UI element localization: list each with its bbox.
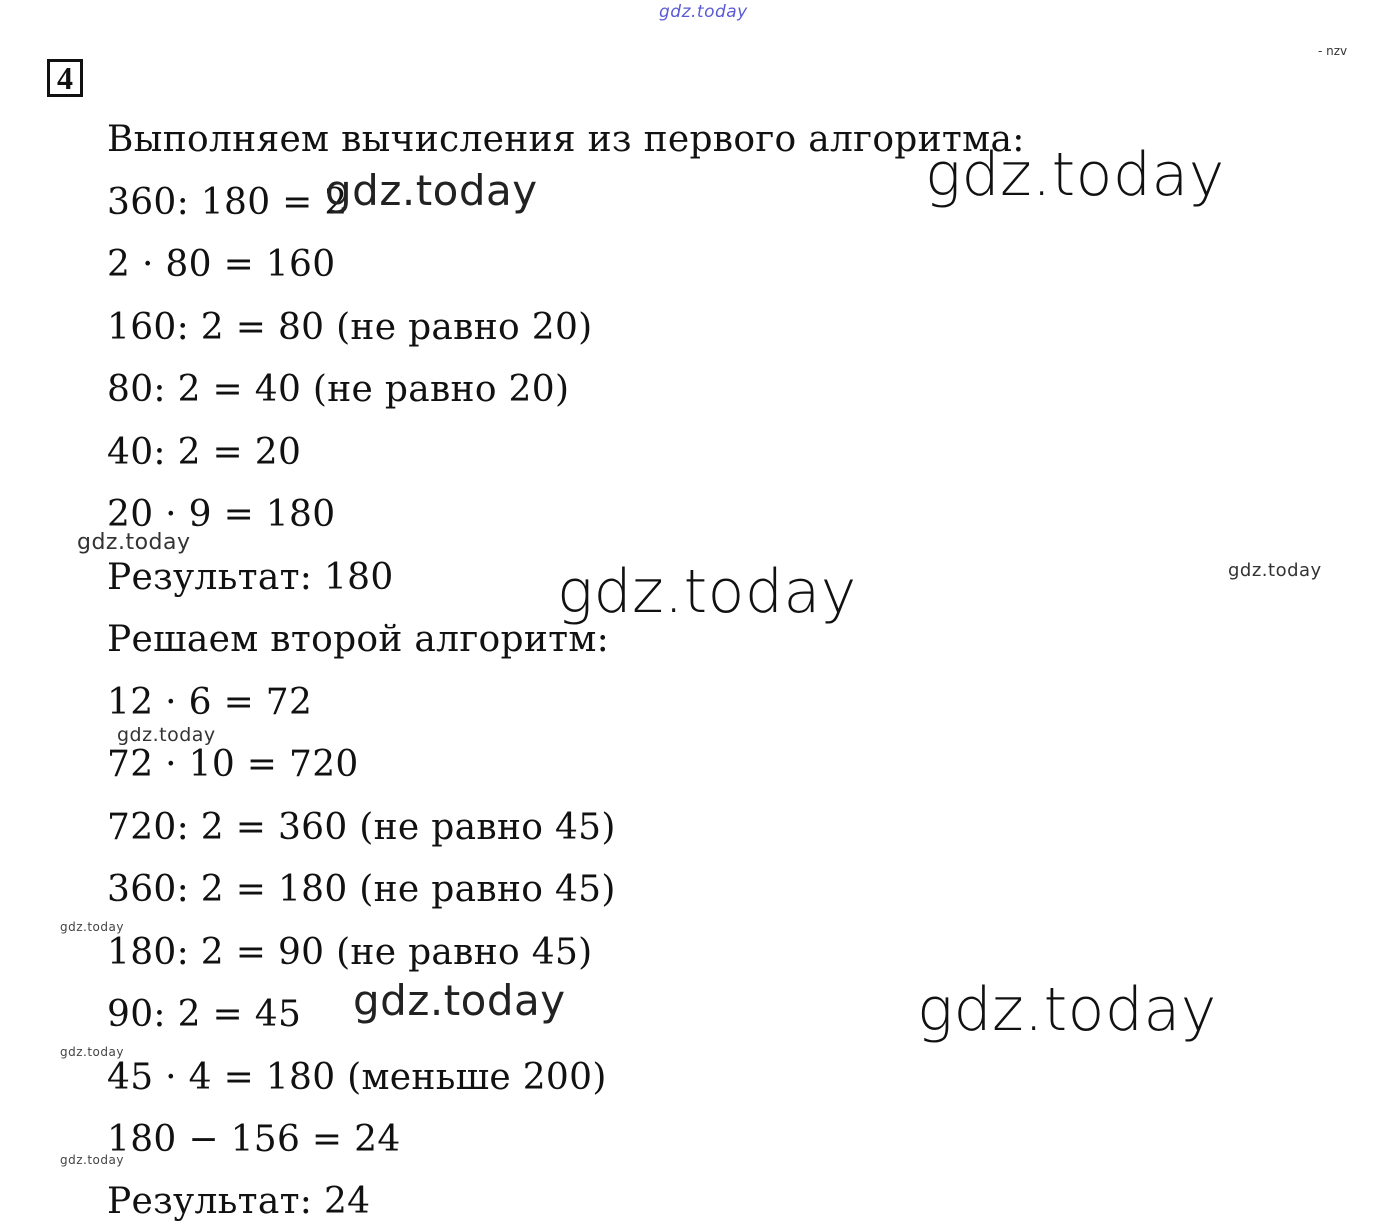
solution-line: 180 − 156 = 24 [107, 1119, 401, 1160]
watermark-top: gdz.today [659, 2, 748, 22]
solution-line: Результат: 180 [107, 557, 394, 598]
watermark: gdz.today [325, 166, 538, 215]
watermark: gdz.today [60, 920, 124, 934]
solution-line: 40: 2 = 20 [107, 432, 302, 473]
solution-line: 360: 2 = 180 (не равно 45) [107, 869, 616, 910]
watermark: gdz.today [353, 976, 566, 1025]
solution-line: Выполняем вычисления из первого алгоритма: [107, 119, 1025, 160]
solution-line: Решаем второй алгоритм: [107, 619, 610, 660]
watermark: gdz.today [557, 557, 857, 627]
watermark: gdz.today [60, 1153, 124, 1167]
solution-line: Результат: 24 [107, 1181, 371, 1222]
watermark: gdz.today [77, 530, 191, 555]
corner-scan-mark: - nzv [1318, 44, 1348, 58]
solution-line: 72 · 10 = 720 [107, 744, 359, 785]
solution-line: 12 · 6 = 72 [107, 682, 313, 723]
watermark: gdz.today [917, 975, 1217, 1045]
solution-line: 2 · 80 = 160 [107, 244, 336, 285]
solution-line: 720: 2 = 360 (не равно 45) [107, 807, 616, 848]
solution-line: 180: 2 = 90 (не равно 45) [107, 932, 593, 973]
solution-line: 20 · 9 = 180 [107, 494, 336, 535]
watermark: gdz.today [925, 140, 1225, 210]
solution-line: 80: 2 = 40 (не равно 20) [107, 369, 570, 410]
task-number: 4 [47, 59, 83, 97]
solution-line: 160: 2 = 80 (не равно 20) [107, 307, 593, 348]
solution-line: 45 · 4 = 180 (меньше 200) [107, 1057, 607, 1098]
watermark: gdz.today [1228, 560, 1322, 581]
solution-line: 360: 180 = 2 [107, 182, 348, 223]
watermark: gdz.today [60, 1045, 124, 1059]
solution-line: 90: 2 = 45 [107, 994, 302, 1035]
watermark: gdz.today [117, 724, 216, 746]
